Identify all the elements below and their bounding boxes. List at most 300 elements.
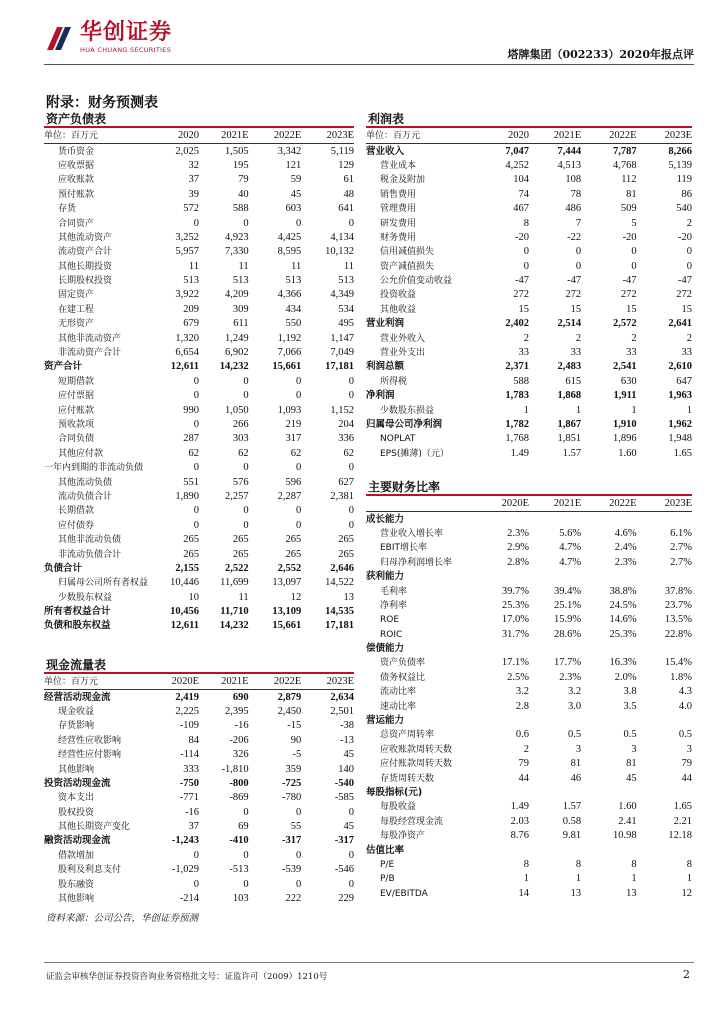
cell-value: 121 (285, 159, 302, 171)
cell-value: 3 (631, 743, 637, 755)
cell-value: 1,782 (505, 419, 529, 430)
cell-value: 1,152 (330, 404, 354, 416)
row-label: 利润总额 (366, 361, 405, 373)
cell-value: 0 (193, 375, 199, 387)
cell-value: 14 (518, 887, 529, 899)
table-row (44, 705, 354, 719)
balance-sheet-table (44, 129, 354, 634)
cell-value: 1 (631, 873, 637, 885)
cell-value: 79 (518, 758, 529, 770)
table-row (366, 303, 692, 317)
row-label: 长期借款 (58, 506, 95, 517)
row-label: 营业成本 (380, 160, 417, 171)
cell-value: -47 (678, 275, 692, 287)
cell-value: 0 (243, 375, 249, 387)
row-label: 偿债能力 (366, 643, 405, 655)
cell-value: 1 (575, 404, 582, 416)
balance-sheet-title: 资产负债表 (46, 112, 107, 126)
row-label: 流动负债合计 (58, 491, 113, 502)
table-row (44, 849, 354, 863)
cell-value: 0 (348, 505, 354, 517)
row-label: 负债合计 (44, 562, 83, 574)
cell-value: 12,611 (170, 620, 199, 632)
cell-value (581, 786, 636, 800)
logo-text-en: HUA CHUANG SECURITIES (80, 46, 172, 54)
cell-value: 8 (523, 858, 529, 870)
table-row (44, 719, 354, 733)
cell-value: 62 (343, 447, 354, 459)
year-header: 2023E (637, 497, 692, 512)
cell-value: 12.18 (668, 830, 692, 842)
cell-value: -1,029 (171, 864, 199, 876)
row-label: 一年内到期的非流动负债 (44, 463, 144, 474)
year-header: 2021E (529, 129, 581, 144)
cell-value: 0 (243, 462, 249, 474)
cell-value: 588 (513, 375, 529, 387)
cell-value: -725 (282, 777, 302, 789)
row-label: 应收账款周转天数 (380, 744, 453, 755)
cell-value: 5,119 (330, 145, 354, 157)
cell-value: 0 (348, 217, 354, 229)
cell-value: 1,868 (557, 390, 582, 402)
cell-value: 16.3% (609, 657, 637, 669)
cell-value: 15.9% (554, 614, 582, 626)
cell-value: 0 (523, 260, 529, 272)
table-row (44, 173, 354, 187)
cell-value: 1 (686, 404, 692, 416)
cell-value: 2.9% (507, 542, 529, 554)
unit-label (366, 497, 477, 512)
cell-value: 14,535 (325, 606, 354, 618)
cell-value (637, 843, 692, 857)
table-row (44, 892, 354, 906)
cell-value: 4.0 (678, 700, 692, 712)
cell-value: 0.5 (678, 729, 692, 741)
cell-value: 0 (296, 505, 302, 517)
cell-value: 265 (232, 548, 249, 560)
cell-value: 8 (523, 217, 529, 229)
cell-value: 12 (290, 591, 302, 603)
row-label: 其他收益 (380, 304, 417, 315)
cell-value: 1,963 (668, 390, 692, 402)
row-label: 每股经营现金流 (380, 816, 444, 827)
table-row (366, 858, 692, 872)
cell-value (637, 570, 692, 584)
table-row (366, 260, 692, 274)
row-label: 归属母公司所有者权益 (58, 578, 149, 589)
table-row (366, 642, 692, 656)
cell-value: 24.5% (609, 599, 637, 611)
cell-value: 13 (343, 591, 354, 603)
cell-value: 3 (686, 743, 692, 755)
row-label: 少数股东权益 (58, 592, 113, 603)
cell-value: 129 (338, 159, 354, 171)
cell-value: 1.65 (673, 801, 692, 813)
table-row (44, 475, 354, 489)
cell-value: 317 (285, 433, 302, 445)
cell-value: 309 (232, 303, 249, 315)
table-row (44, 863, 354, 877)
cell-value: -114 (180, 749, 199, 761)
cell-value: 45 (343, 821, 354, 833)
row-label: 营业收入增长率 (380, 528, 444, 539)
year-header: 2022E (249, 675, 302, 690)
row-label: 经营活动现金流 (44, 691, 111, 703)
row-label: 现金收益 (58, 706, 95, 717)
table-row (366, 714, 692, 728)
table-row (366, 202, 692, 216)
table-row (44, 188, 354, 202)
year-header: 2020 (149, 129, 199, 144)
cell-value: 5.6% (559, 527, 582, 539)
cell-value: 10,446 (170, 577, 199, 589)
income-statement-table (366, 129, 692, 461)
cell-value: 1,910 (612, 419, 637, 430)
row-label: EPS(摊薄)（元） (380, 448, 449, 459)
table-row (44, 432, 354, 446)
cell-value: 2,155 (175, 562, 199, 574)
row-label: 投资收益 (380, 290, 417, 301)
cell-value: 1,948 (668, 433, 692, 445)
row-label: 流动比率 (380, 687, 417, 698)
cell-value: 15 (570, 303, 582, 315)
cell-value: 679 (183, 318, 199, 330)
table-row (44, 288, 354, 302)
cell-value: 13,109 (272, 606, 302, 618)
row-label: 其他流动资产 (58, 232, 113, 243)
cell-value: 44 (518, 772, 529, 784)
table-header-row (44, 675, 354, 690)
cell-value: 0 (575, 260, 582, 272)
cell-value: 17.0% (501, 614, 529, 626)
cell-value (529, 714, 581, 728)
cell-value: 1,896 (612, 433, 637, 445)
cell-value: 4,513 (557, 159, 582, 171)
cell-value: 0 (193, 217, 199, 229)
table-row (366, 159, 692, 173)
cell-value: 2.21 (673, 815, 692, 827)
row-label: 债务权益比 (380, 672, 426, 683)
cell-value: 11 (238, 260, 249, 272)
cell-value: -317 (334, 835, 354, 847)
cell-value: 0 (348, 390, 354, 402)
table-row (366, 403, 692, 417)
row-label: 预付账款 (58, 189, 95, 200)
cell-value: 2 (631, 332, 637, 344)
cash-flow-rule (44, 672, 354, 674)
cell-value: 572 (183, 203, 199, 215)
cell-value: 576 (232, 476, 249, 488)
cell-value: -539 (282, 864, 302, 876)
cell-value: 615 (565, 375, 582, 387)
row-label: 固定资产 (58, 290, 95, 301)
cell-value: 1.60 (618, 447, 637, 459)
table-row (44, 605, 354, 619)
row-label: 所有者权益合计 (44, 606, 111, 618)
cell-value: 15 (626, 303, 637, 315)
cell-value: 0 (296, 390, 302, 402)
cell-value: 4,425 (277, 231, 302, 243)
cell-value: 0.5 (623, 729, 637, 741)
row-label: 营业利润 (366, 318, 405, 330)
table-row (366, 699, 692, 713)
cell-value (477, 843, 529, 857)
cell-value: 79 (238, 174, 249, 186)
cell-value: 0 (348, 462, 354, 474)
row-label: 净利润 (366, 390, 395, 402)
cell-value: 31.7% (501, 628, 529, 640)
cell-value: 1,867 (557, 419, 582, 430)
cash-flow-title: 现金流量表 (46, 658, 107, 672)
cell-value: 513 (285, 275, 302, 287)
cell-value: 32 (188, 159, 199, 171)
cell-value: -47 (622, 275, 637, 287)
cell-value: 4.6% (614, 527, 637, 539)
cell-value: 0 (243, 217, 249, 229)
cell-value: 690 (232, 691, 249, 703)
cell-value: 1,320 (175, 332, 199, 344)
table-row (44, 403, 354, 417)
cell-value: -5 (292, 749, 302, 761)
cell-value: -13 (340, 734, 354, 746)
company-logo (44, 22, 172, 54)
source-note: 资料来源：公司公告，华创证券预测 (46, 913, 199, 924)
unit-label: 单位：百万元 (44, 129, 149, 144)
cell-value: 2.03 (510, 815, 529, 827)
cell-value: -410 (229, 835, 249, 847)
cell-value: 2.4% (614, 542, 637, 554)
table-row (44, 504, 354, 518)
cell-value: -317 (282, 835, 302, 847)
cell-value (477, 714, 529, 728)
cell-value: -38 (340, 720, 354, 732)
cell-value: -16 (185, 806, 199, 818)
cell-value: 37 (188, 821, 199, 833)
row-label: 股利及利息支付 (58, 865, 122, 876)
cell-value (529, 843, 581, 857)
row-label: 营业收入 (366, 145, 405, 157)
cell-value: 2.7% (670, 556, 692, 568)
cell-value: 14,232 (219, 620, 249, 632)
table-row (366, 173, 692, 187)
cell-value: 1 (686, 873, 692, 885)
cell-value: 11 (343, 260, 354, 272)
cell-value: 509 (620, 203, 637, 215)
table-row (44, 619, 354, 633)
cell-value: 81 (570, 758, 582, 770)
table-row (366, 346, 692, 360)
row-label: 投资活动现金流 (44, 777, 111, 789)
cell-value: 10.98 (612, 830, 637, 842)
row-label: 财务费用 (380, 232, 417, 243)
cell-value: 467 (513, 203, 529, 215)
cell-value: 0 (243, 878, 249, 890)
year-header: 2022E (581, 129, 636, 144)
cell-value: 0 (523, 246, 529, 258)
cell-value: 14.6% (609, 614, 637, 626)
cell-value: 2,483 (557, 361, 582, 373)
cell-value: 6.1% (670, 527, 692, 539)
cell-value: 103 (232, 893, 249, 905)
cell-value: 10,132 (325, 246, 354, 258)
row-label: 研发费用 (380, 218, 417, 229)
cell-value: 37 (188, 174, 199, 186)
cell-value: 81 (626, 758, 637, 770)
cell-value: 17,181 (325, 361, 354, 373)
cell-value (477, 570, 529, 584)
cell-value: 7,047 (505, 145, 529, 157)
table-row (366, 815, 692, 829)
row-label: ROE (380, 615, 400, 626)
row-label: 营业外收入 (380, 333, 426, 344)
table-row (44, 202, 354, 216)
cell-value: 647 (676, 375, 692, 387)
cell-value: 0 (296, 375, 302, 387)
cell-value: 3.2 (568, 686, 582, 698)
cell-value: 33 (570, 347, 582, 359)
table-row (366, 757, 692, 771)
cell-value: 272 (620, 289, 637, 301)
table-header-row (366, 497, 692, 512)
cell-value: 1,768 (505, 433, 529, 445)
cell-value: 229 (338, 893, 354, 905)
cell-value: 2 (686, 332, 692, 344)
table-row (44, 231, 354, 245)
table-row (44, 734, 354, 748)
row-label: 货币资金 (58, 146, 95, 157)
cell-value: 28.6% (554, 628, 582, 640)
table-header-row (44, 129, 354, 144)
ratios-table (366, 497, 692, 901)
cell-value: 25.3% (501, 599, 529, 611)
table-row (44, 346, 354, 360)
cell-value: 15 (518, 303, 529, 315)
cell-value: 2,419 (175, 691, 199, 703)
cell-value: 0 (296, 519, 302, 531)
cell-value: -16 (234, 720, 249, 732)
cell-value: 12,611 (170, 361, 199, 373)
row-label: 其他长期投资 (58, 261, 113, 272)
cell-value: 7,444 (557, 145, 582, 157)
cell-value: 69 (238, 821, 249, 833)
cell-value: 2,572 (612, 318, 637, 330)
table-row (44, 834, 354, 848)
cell-value: 81 (626, 188, 637, 200)
cell-value: 0 (243, 849, 249, 861)
cell-value: 1,890 (175, 490, 199, 502)
cell-value: 8 (686, 858, 692, 870)
cell-value: 6,902 (224, 347, 249, 359)
table-row (366, 231, 692, 245)
row-label: 存货影响 (58, 721, 95, 732)
cell-value: -206 (229, 734, 249, 746)
cell-value: 4,252 (505, 159, 529, 171)
cell-value: 11 (291, 260, 302, 272)
cell-value: 0 (296, 217, 302, 229)
cell-value (637, 786, 692, 800)
cell-value: 0 (296, 462, 302, 474)
cell-value: 39 (188, 188, 199, 200)
table-row (366, 288, 692, 302)
table-row (366, 628, 692, 642)
cell-value: -22 (567, 231, 582, 243)
cell-value: 1,192 (277, 332, 302, 344)
cell-value (581, 512, 636, 527)
cell-value: 359 (285, 763, 302, 775)
cell-value: 0 (193, 878, 199, 890)
cell-value: 1,505 (224, 145, 249, 157)
cell-value (637, 642, 692, 656)
cell-value: 14,232 (219, 361, 249, 373)
cell-value: 551 (183, 476, 199, 488)
row-label: 估值比率 (366, 844, 405, 856)
cell-value: 204 (338, 419, 354, 430)
row-label: 经营性应付影响 (58, 750, 122, 761)
cell-value: 2,522 (224, 562, 249, 574)
year-header: 2022E (581, 497, 636, 512)
cell-value: -800 (229, 777, 249, 789)
cell-value: 7,330 (224, 246, 249, 258)
cell-value: 2,257 (224, 490, 249, 502)
cell-value: 8,266 (668, 145, 692, 157)
row-label: 短期借款 (58, 376, 95, 387)
cell-value: -20 (678, 231, 692, 243)
row-label: 存货 (58, 204, 77, 215)
table-row (366, 728, 692, 742)
cell-value: 1,249 (224, 332, 249, 344)
cell-value: 3,252 (175, 231, 199, 243)
row-label: 归属母公司净利润 (366, 419, 443, 430)
cell-value: 15,661 (272, 620, 302, 632)
row-label: 资产负债率 (380, 658, 426, 669)
cell-value: 11 (238, 591, 249, 603)
row-label: 资产减值损失 (380, 261, 435, 272)
cell-value: 2,450 (277, 705, 302, 717)
cell-value: 0 (575, 246, 582, 258)
cell-value: 2,879 (277, 691, 302, 703)
cell-value: 641 (338, 203, 354, 215)
cell-value: 534 (338, 303, 354, 315)
cell-value: 9.81 (562, 830, 582, 842)
cell-value: 108 (565, 174, 582, 186)
cell-value: 0 (348, 519, 354, 531)
row-label: 归母净利润增长率 (380, 557, 453, 568)
cell-value: 272 (513, 289, 529, 301)
cell-value: -214 (179, 893, 199, 905)
cell-value: 1,147 (330, 332, 354, 344)
row-label: 应付票据 (58, 391, 95, 402)
table-row (366, 843, 692, 857)
cell-value: 59 (290, 174, 302, 186)
cell-value: 62 (290, 447, 302, 459)
cell-value: -1,243 (171, 835, 199, 847)
table-row (44, 144, 354, 159)
row-label: 负债和股东权益 (44, 620, 111, 632)
cell-value: 3.2 (515, 686, 529, 698)
cell-value: 4,209 (224, 289, 249, 301)
cell-value: 12 (681, 887, 692, 899)
row-label: 净利率 (380, 600, 408, 611)
cell-value: 3.0 (568, 700, 582, 712)
cell-value: 4,366 (277, 289, 302, 301)
row-label: 无形资产 (58, 319, 95, 330)
cell-value: 2,641 (668, 318, 692, 330)
cell-value: 266 (232, 419, 249, 430)
table-row (44, 748, 354, 762)
cell-value: 7,066 (277, 347, 302, 359)
row-label: 其他非流动资产 (58, 333, 122, 344)
row-label: 融资活动现金流 (44, 835, 111, 847)
